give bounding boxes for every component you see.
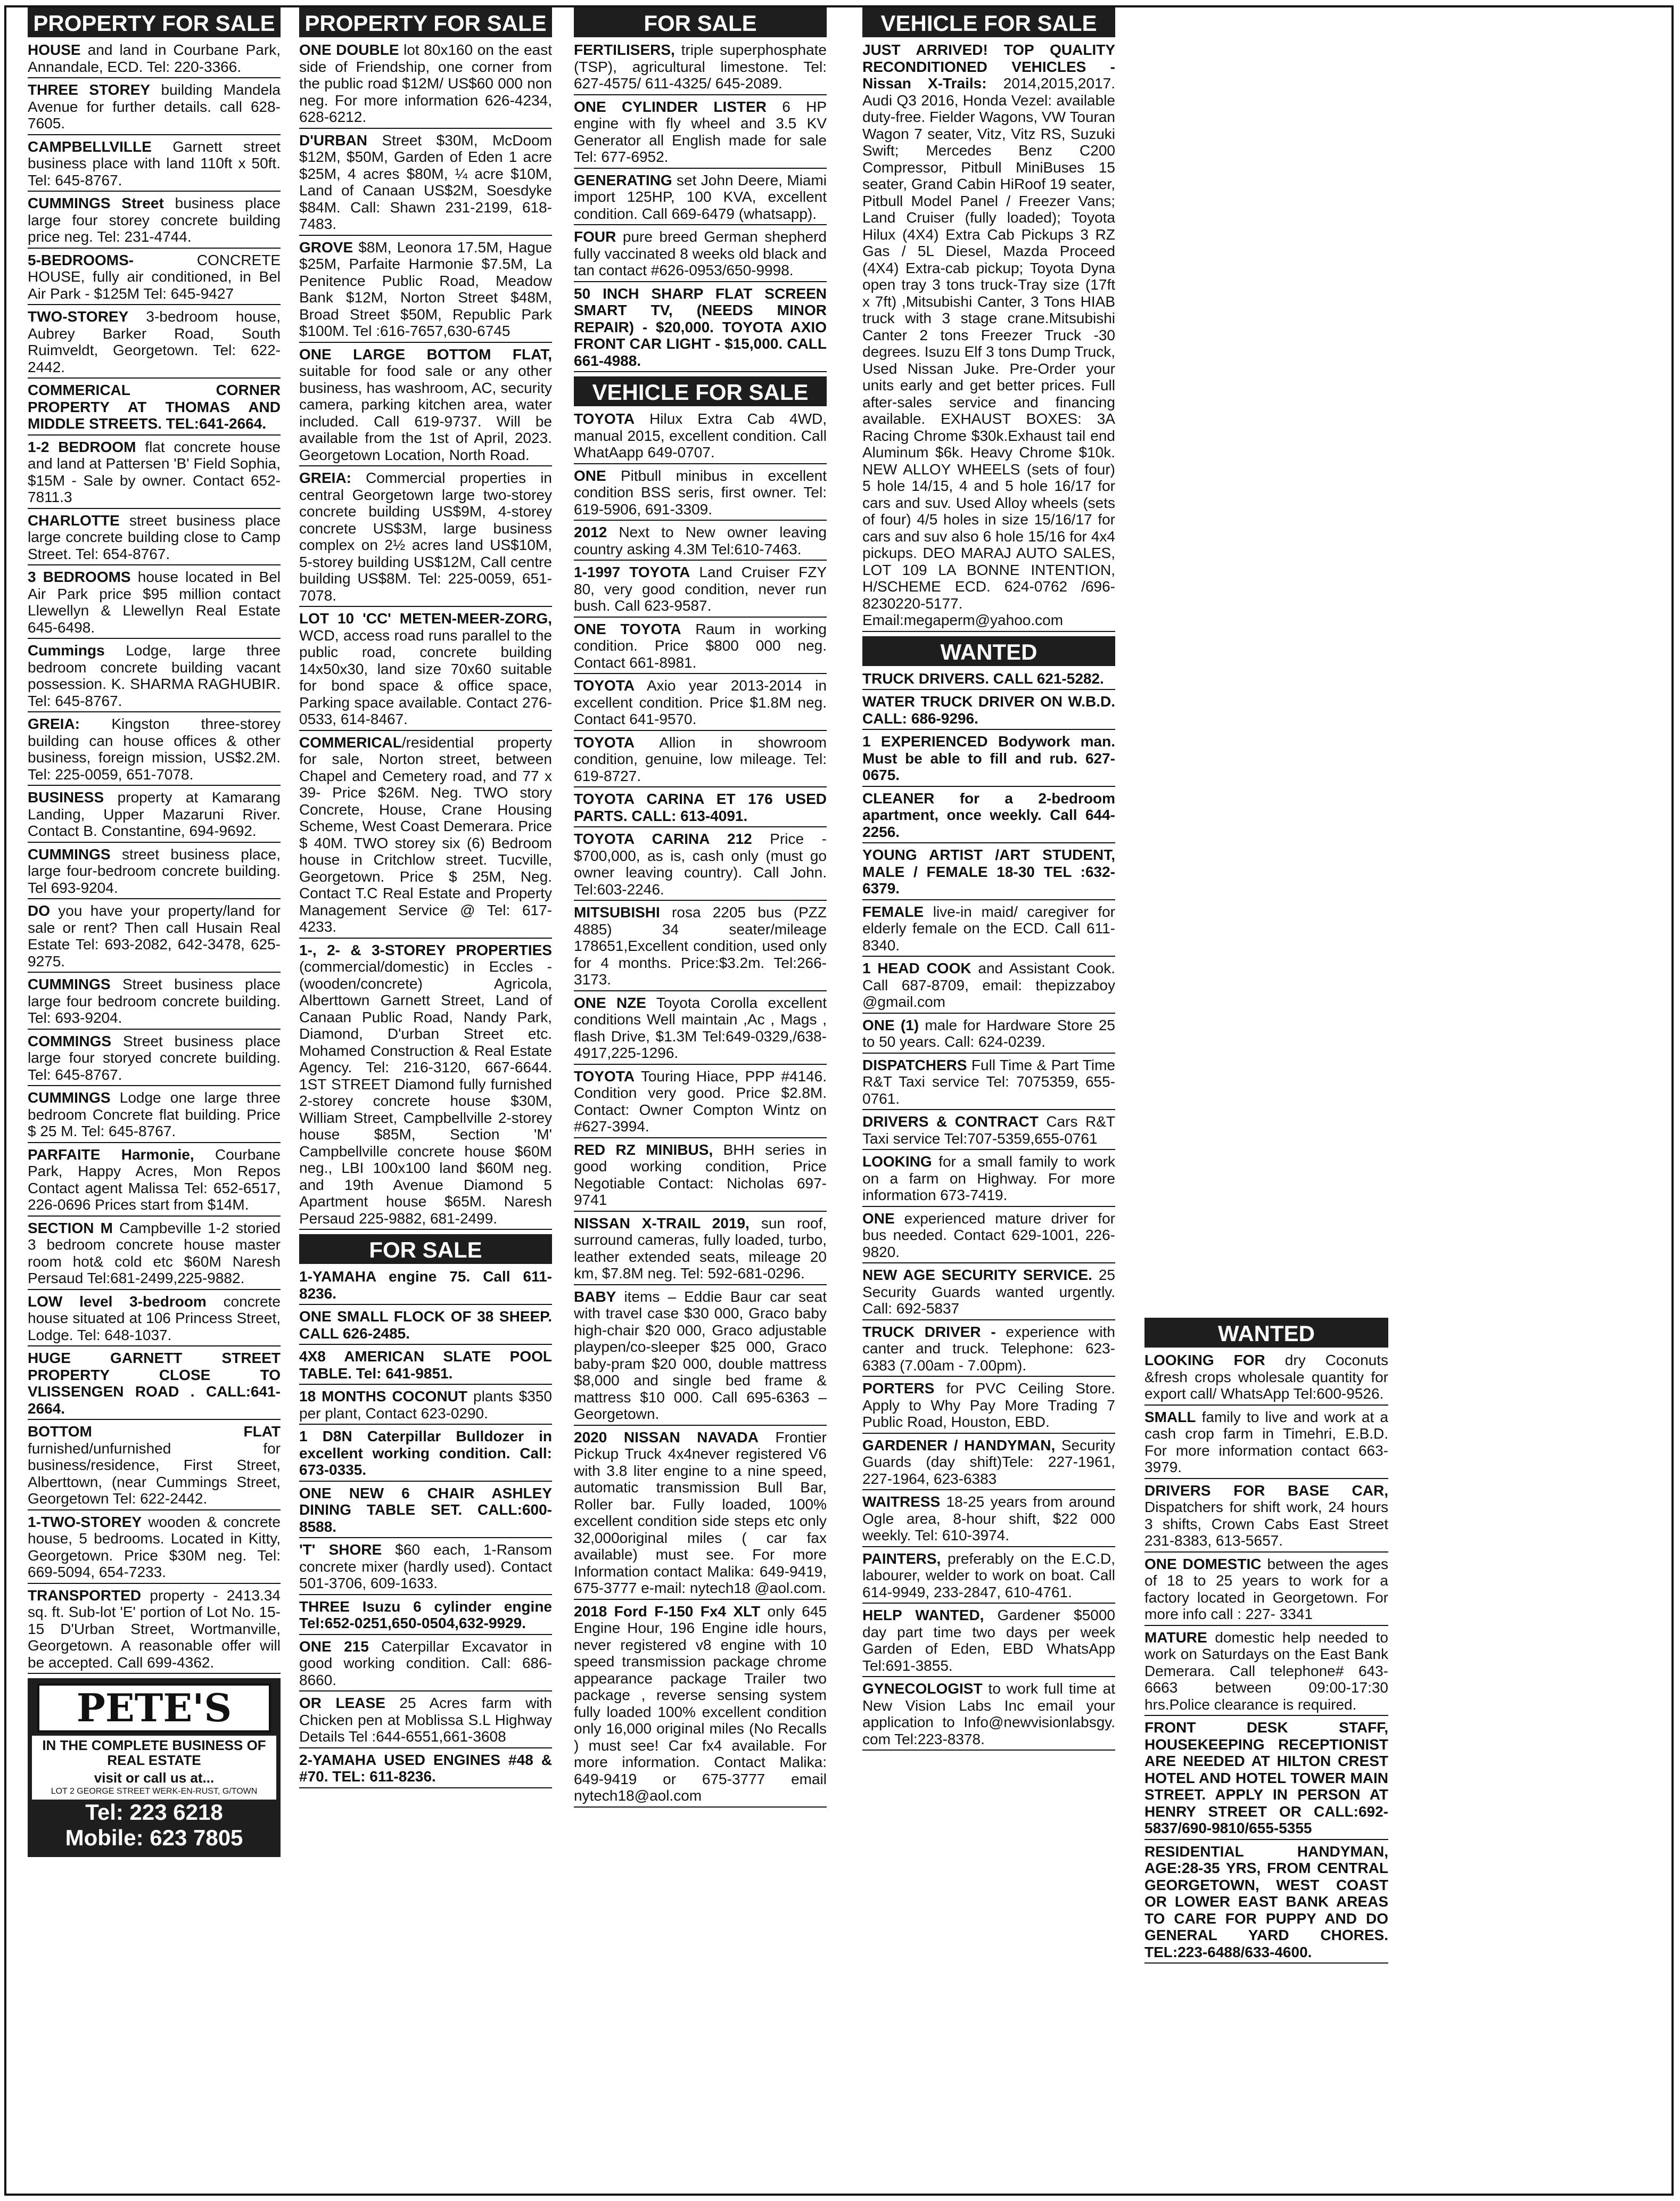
ad-text: wooden & concrete house, 5 bedrooms. Located in Kitty, Georgetown. Price $30M neg. Tel: 669-5094, 654-7233. — [28, 1513, 281, 1580]
classified-ad — [862, 1492, 1115, 1547]
section-heading: WANTED — [1144, 1318, 1388, 1348]
ad-lead: MITSUBISHI — [574, 904, 660, 921]
ad-text: $8M, Leonora 17.5M, Hague $25M, Parfaite Harmonie $7.5M, La Penitence Public Road, Meadow Bank $12M, Norton Street $48M, Broad Street $50M, Republic Park $100M. Tel :616-7657,630-6745 — [299, 239, 552, 339]
ad-lead: 5-BEDROOMS- — [28, 251, 134, 268]
classified-ad — [862, 1379, 1115, 1434]
section-heading: WANTED — [862, 636, 1115, 666]
ad-lead: NISSAN X-TRAIL 2019, — [574, 1214, 750, 1231]
classified-ad — [574, 563, 827, 618]
ad-text: experience with canter and truck. Telephone: 623-6383 (7.00am - 7.00pm). — [862, 1323, 1115, 1374]
classified-ad — [299, 469, 552, 607]
classified-ad — [862, 732, 1115, 787]
classified-ad — [862, 1152, 1115, 1207]
classified-ad — [1144, 1628, 1388, 1717]
ad-text: Raum in working condition. Price $800 000 neg. Contact 661-8981. — [574, 620, 827, 671]
ad-text: you have your property/land for sale or rent? Then call Husain Real Estate Tel: 693-2082, 642-3478, 625-9275. — [28, 902, 281, 970]
classified-ad — [1144, 1718, 1388, 1840]
classified-ad — [574, 1140, 827, 1212]
ad-lead: RESIDENTIAL HANDYMAN, AGE:28-35 YRS, FROM CENTRAL GEORGETOWN, WEST COAST OR LOWER EAST BANK AREAS TO CARE FOR PUPPY AND DO GENERAL YARD CHORES. TEL:223-6488/633-4600. — [1144, 1843, 1388, 1960]
ad-lead: 1-YAMAHA engine 75. Call 611-8236. — [299, 1268, 552, 1302]
ad-text: Garnett street business place with land 110ft x 50ft. Tel: 645-8767. — [28, 138, 281, 188]
ad-text: 25 Security Guards wanted urgently. Call: 692-5837 — [862, 1267, 1115, 1317]
classified-ad — [574, 40, 827, 95]
classified-ad — [28, 40, 281, 78]
classified-ad — [28, 438, 281, 509]
classified-ad — [28, 1422, 281, 1510]
ad-text: Cars R&T Taxi service Tel:707-5359,655-0761 — [862, 1113, 1115, 1147]
classified-ad — [862, 1323, 1115, 1377]
ad-lead: GYNECOLOGIST — [862, 1680, 983, 1697]
ad-text: experienced mature driver for bus needed. Contact 629-1001, 226-9820. — [862, 1210, 1115, 1260]
ad-lead: BUSINESS — [28, 789, 104, 806]
classified-ad — [862, 1056, 1115, 1111]
classified-ad — [299, 1347, 552, 1385]
ad-lead: CUMMINGS — [28, 1089, 111, 1106]
classified-ad — [574, 1067, 827, 1138]
ad-lead: TOYOTA — [574, 734, 635, 751]
classified-ad — [862, 1606, 1115, 1677]
classified-ad — [574, 523, 827, 561]
ad-lead: ONE SMALL FLOCK OF 38 SHEEP. CALL 626-2485. — [299, 1308, 552, 1342]
classified-ad — [862, 1266, 1115, 1320]
classified-ad — [28, 975, 281, 1030]
ad-lead: TWO-STOREY — [28, 308, 129, 325]
ad-text: business place large four storey concrete building price neg. Tel: 231-4744. — [28, 195, 281, 245]
ad-lead: 1-2 BEDROOM — [28, 438, 136, 455]
classified-ad — [28, 137, 281, 192]
classified-ad — [299, 609, 552, 731]
ad-lead: CUMMINGS — [28, 845, 111, 863]
classified-ad — [28, 307, 281, 379]
ad-lead: YOUNG ARTIST /ART STUDENT, MALE / FEMALE 18-30 TEL :632-6379. — [862, 847, 1115, 897]
ad-lead: ONE NEW 6 CHAIR ASHLEY DINING TABLE SET. CALL:600-8588. — [299, 1484, 552, 1535]
logo-tagline: IN THE COMPLETE BUSINESS OF REAL ESTATE — [32, 1736, 276, 1770]
ad-lead: FEMALE — [862, 903, 924, 920]
ad-text: Street $30M, McDoom $12M, $50M, Garden of Eden 1 acre $25M, 4 acres $80M, ¼ acre $10M, Land of Canaan US$2M, Soesdyke $84M. Call: Shawn 231-2199, 618-7483. — [299, 132, 552, 232]
classified-ad — [574, 903, 827, 991]
classified-ad — [574, 409, 827, 464]
classified-ad — [28, 1145, 281, 1217]
classified-ad — [28, 511, 281, 566]
classified-ad — [299, 1694, 552, 1748]
ad-lead: OR LEASE — [299, 1695, 385, 1711]
ad-text: triple superphosphate (TSP), agricultural limestone. Tel: 627-4575/ 611-4325/ 645-2089. — [574, 42, 827, 92]
ad-lead: ONE — [862, 1210, 895, 1227]
classified-ad — [574, 620, 827, 675]
ad-text: Caterpillar Excavator in good working condition. Call: 686-8660. — [299, 1638, 552, 1688]
ad-text: Axio year 2013-2014 in excellent condition. Price $1.8M neg. Contact 641-9570. — [574, 677, 827, 727]
classified-ad — [1144, 1351, 1388, 1406]
ad-lead: WAITRESS — [862, 1493, 941, 1510]
ad-lead: JUST ARRIVED! TOP QUALITY RECONDITIONED VEHICLES - Nissan X-Trails: — [862, 42, 1115, 92]
ad-text: items – Eddie Baur car seat with travel case $30 000, Graco baby high-chair $20 000, Graco adjustable playpen/co-sleeper $25 000, Graco baby-pram $20 000, double mattress $8,000 and single bed frame & mattress $10 000. Call 695-6363 – Georgetown. — [574, 1288, 827, 1422]
classified-ad — [299, 1637, 552, 1692]
classified-ad — [862, 1112, 1115, 1150]
ad-text: Lodge one large three bedroom Concrete flat building. Price $ 25 M. Tel: 645-8767. — [28, 1089, 281, 1139]
ad-lead: MATURE — [1144, 1629, 1207, 1646]
ad-lead: 2-YAMAHA USED ENGINES #48 & #70. TEL: 611-8236. — [299, 1751, 552, 1785]
ad-lead: 4X8 AMERICAN SLATE POOL TABLE. Tel: 641-9851. — [299, 1348, 552, 1382]
ad-lead: 1-TWO-STOREY — [28, 1513, 142, 1530]
ad-text: 2014,2015,2017. Audi Q3 2016, Honda Vezel: available duty-free. Fielder Wagons, VW Touran Wagon 7 seater, Vitz, Vitz RS, Suzuki Swift; Mercedes Benz C200 Compressor, Pitbull MiniBuses 15 seater, Grand Cabin HiRoof 19 seater, Pitbull Model Panel / Freezer Vans; Land Cruiser (fully loaded); Toyota Hilux (4X4) Extra Cab Pickups 3 RZ Gas / 5L Diesel, Mazda Proceed (4X4) Extra-cab pickup; Toyota Dyna open tray 3 tons truck-Tray size (17ft x 7ft) ,Mitsubishi Canter, 3 Tons HIAB truck with 3 stage crane.Mitsubishi Canter 2 tons Freezer Truck -30 degrees. Isuzu Elf 3 tons Dump Truck, Used Nissan Juke. Pre-Order your units early and get better prices. Full after-sales service and financing available. EXHAUST BOXES: 3A Racing Chrome $30k.Exhaust tail end Aluminum $6k. Heavy Chrome $10k. NEW ALLOY WHEELS (sets of four) 5 hole 14/15, 4 and 5 hole 16/17 for cars and suv. Used Alloy wheels (sets of four) 4/5 holes in size 15/16/17 for cars and suv also 6 hole 15/16 for 4x4 pickups. DEO MARAJ AUTO SALES, LOT 109 LA BONNE INTENTION, H/SCHEME ECD. 624-0762 /696-8230220-5177. Email:megaperm@yahoo.com — [862, 75, 1115, 628]
ad-text: Security Guards (day shift)Tele: 227-1961, 227-1964, 623-6383 — [862, 1436, 1115, 1487]
ad-text: Lodge, large three bedroom concrete building vacant possession. K. SHARMA RAGHUBIR. Tel: 645-8767. — [28, 642, 281, 709]
ad-lead: CUMMINGS — [28, 976, 111, 992]
classified-ad — [862, 669, 1115, 691]
classified-ad — [28, 845, 281, 900]
ad-lead: GREIA: — [28, 716, 80, 732]
classified-ad — [28, 1219, 281, 1290]
classified-ad — [574, 466, 827, 521]
ad-lead: TOYOTA CARINA 212 — [574, 831, 752, 847]
ad-text: between the ages of 18 to 25 years to work for a factory located in Georgetown. For more info call : 227- 3341 — [1144, 1555, 1388, 1622]
ad-text: and land in Courbane Park, Annandale, ECD. Tel: 220-3366. — [28, 42, 281, 75]
classified-ad — [574, 1287, 827, 1426]
ad-lead: Cummings — [28, 642, 105, 659]
ad-text: property - 2413.34 sq. ft. Sub-lot 'E' portion of Lot No. 15-15 D'Urban Street, Wortmanville, Georgetown. A reasonable offer will be accepted. Call 699-4362. — [28, 1587, 281, 1671]
classified-ad — [574, 790, 827, 827]
ad-text: Price - $700,000, as is, cash only (must go owner leaving country). Call John. Tel:603-2246. — [574, 831, 827, 898]
classified-ad — [299, 1484, 552, 1539]
ad-text: 25 Acres farm with Chicken pen at Moblissa S.L Highway Details Tel :644-6551,661-3608 — [299, 1695, 552, 1745]
ad-lead: TOYOTA — [574, 1067, 635, 1085]
ad-lead: LOT 10 'CC' METEN-MEER-ZORG, — [299, 610, 552, 627]
classified-ad — [574, 1214, 827, 1285]
ad-lead: ONE DOUBLE — [299, 42, 399, 58]
ad-text: for PVC Ceiling Store. Apply to Why Pay More Trading 7 Public Road, Houston, EBD. — [862, 1380, 1115, 1430]
ad-lead: TRUCK DRIVERS. CALL 621-5282. — [862, 670, 1104, 687]
ad-text: and Assistant Cook. Call 687-8709, email: thepizzaboy @gmail.com — [862, 960, 1115, 1010]
ad-lead: DISPATCHERS — [862, 1056, 967, 1073]
ad-text: BHH series in good working condition, Price Negotiable Contact: Nicholas 697-9741 — [574, 1141, 827, 1208]
ad-lead: COMMINGS — [28, 1032, 112, 1049]
classified-ad — [28, 381, 281, 436]
ad-lead: DO — [28, 902, 50, 919]
classified-ad — [299, 1540, 552, 1595]
ad-text: Full Time & Part Time R&T Taxi service Tel: 7075359, 655-0761. — [862, 1056, 1115, 1107]
ad-lead: TRUCK DRIVER - — [862, 1323, 996, 1340]
classified-ad — [299, 1427, 552, 1482]
ad-lead: GARDENER / HANDYMAN, — [862, 1436, 1056, 1453]
ad-lead: 1 HEAD COOK — [862, 960, 971, 976]
ad-text: domestic help needed to work on Saturdays on the East Bank Demerara. Call telephone# 643-6663 between 09:00-17:30 hrs.Police clearance is required. — [1144, 1629, 1388, 1713]
classified-ad — [574, 227, 827, 282]
ad-lead: SMALL — [1144, 1408, 1196, 1425]
ad-lead: THREE Isuzu 6 cylinder engine Tel:652-0251,650-0504,632-9929. — [299, 1598, 552, 1631]
ad-lead: 1-, 2- & 3-STOREY PROPERTIES — [299, 941, 552, 958]
ad-lead: ONE CYLINDER LISTER — [574, 98, 767, 115]
classified-ad — [862, 1436, 1115, 1491]
ad-text: Hilux Extra Cab 4WD, manual 2015, excellent condition. Call WhatAapp 649-0707. — [574, 410, 827, 461]
ad-text: 18-25 years from around Ogle area, 8-hour shift, $22 000 weekly. Tel: 610-3974. — [862, 1493, 1115, 1543]
ad-lead: THREE STOREY — [28, 81, 151, 98]
ad-text: Next to New owner leaving country asking 4.3M Tel:610-7463. — [574, 524, 827, 557]
ad-text: for a small family to work on a farm on Highway. For more information 673-7419. — [862, 1153, 1115, 1203]
section-heading: PROPERTY FOR SALE — [299, 7, 552, 37]
ad-lead: NEW AGE SECURITY SERVICE. — [862, 1267, 1092, 1283]
classified-ad — [574, 1428, 827, 1600]
classified-ad — [1144, 1408, 1388, 1479]
ad-lead: 'T' SHORE — [299, 1541, 382, 1558]
classified-ad — [862, 1016, 1115, 1054]
ad-lead: FRONT DESK STAFF, HOUSEKEEPING RECEPTIONIST ARE NEEDED AT HILTON CREST HOTEL AND HOTEL TOWER MAIN STREET. APPLY IN PERSON AT HENRY STREET OR CALL:692-5837/690-9810/655-5355 — [1144, 1719, 1388, 1836]
section-heading: VEHICLE FOR SALE — [574, 376, 827, 406]
classified-ad — [299, 345, 552, 467]
ad-text: building Mandela Avenue for further details. call 628-7605. — [28, 81, 281, 132]
ad-lead: TOYOTA — [574, 677, 635, 694]
ad-lead: 1 EXPERIENCED Bodywork man. Must be able to fill and rub. 627-0675. — [862, 733, 1115, 783]
ad-lead: HUGE GARNETT STREET PROPERTY CLOSE TO VLISSENGEN ROAD . CALL:641-2664. — [28, 1350, 281, 1417]
ad-lead: ONE (1) — [862, 1016, 919, 1033]
ad-text: rosa 2205 bus (PZZ 4885) 34 seater/mileage 178651,Excellent condition, used only for 4 months. Price:$3.2m. Tel:266-3173. — [574, 904, 827, 988]
section-heading: FOR SALE — [574, 7, 827, 37]
ad-text: live-in maid/ caregiver for elderly female on the ECD. Call 611-8340. — [862, 903, 1115, 954]
ad-text: Street business place large four storyed concrete building. Tel: 645-8767. — [28, 1032, 281, 1083]
ad-lead: ONE NZE — [574, 994, 646, 1011]
ad-text: Campbeville 1-2 storied 3 bedroom concrete house master room hot& cold etc $60M Naresh Persaud Tel:681-2499,225-9882. — [28, 1219, 281, 1286]
ad-lead: 1-1997 TOYOTA — [574, 564, 690, 580]
logo-mobile: Mobile: 623 7805 — [65, 1825, 243, 1850]
classified-ad — [862, 845, 1115, 900]
logo-visit: visit or call us at... — [32, 1770, 276, 1786]
logo-tel: Tel: 223 6218 — [85, 1800, 223, 1825]
ad-lead: DRIVERS FOR BASE CAR, — [1144, 1482, 1388, 1499]
ad-text: (commercial/domestic) in Eccles - (wooden/concrete) Agricola, Alberttown Garnett Street, Land of Canaan Public Road, Nandy Park, Diamond, D'urban Street etc. Mohamed Construction & Real Estate Agency. Tel: 216-3120, 667-6644. 1ST STREET Diamond fully furnished 2-storey concrete house $30M, William Street, Campbellville 2-storey house $85M, Section 'M' Campbellville concrete house $60M neg., LBI 100x100 land $60M neg. and 19th Avenue Diamond 5 Apartment house $65M. Naresh Persaud 225-9882, 681-2499. — [299, 958, 552, 1227]
ad-lead: CLEANER for a 2-bedroom apartment, once weekly. Call 644-2256. — [862, 790, 1115, 840]
ad-lead: LOW level 3-bedroom — [28, 1293, 207, 1310]
ad-lead: ONE 215 — [299, 1638, 369, 1655]
classified-ad — [28, 1088, 281, 1143]
classified-ad — [299, 1387, 552, 1425]
ad-text: suitable for food sale or any other business, has washroom, AC, security camera, parking kitchen area, water included. Call 619-9737. Will be available from the 1st of April, 2023. Georgetown Location, North Road. — [299, 363, 552, 463]
ad-text: 6 HP engine with fly wheel and 3.5 KV Generator all English made for sale Tel: 677-6952. — [574, 98, 827, 165]
classified-ad — [28, 568, 281, 639]
ad-lead: FERTILISERS, — [574, 42, 675, 58]
ad-text: $60 each, 1-Ransom concrete mixer (hardly used). Contact 501-3706, 609-1633. — [299, 1541, 552, 1591]
ad-text: plants $350 per plant, Contact 623-0290. — [299, 1388, 552, 1422]
section-heading: VEHICLE FOR SALE — [862, 7, 1115, 37]
ad-text: CONCRETE HOUSE, fully air conditioned, in Bel Air Park - $125M Tel: 645-9427 — [28, 251, 281, 302]
column-5 — [1144, 1318, 1388, 2191]
classified-ad — [862, 959, 1115, 1014]
ad-lead: D'URBAN — [299, 132, 367, 149]
ad-text: Pitbull minibus in excellent condition BSS seris, first owner. Tel: 619-5906, 691-3309. — [574, 467, 827, 518]
ad-text: pure breed German shepherd fully vaccinated 8 weeks old black and tan contact #626-0953/650-9998. — [574, 228, 827, 278]
ad-lead: COMMERICAL CORNER PROPERTY AT THOMAS AND MIDDLE STREETS. TEL:641-2664. — [28, 382, 281, 432]
ad-lead: WATER TRUCK DRIVER ON W.B.D. CALL: 686-9296. — [862, 693, 1115, 727]
classified-ad — [862, 692, 1115, 730]
ad-text: 3-bedroom house, Aubrey Barker Road, South Ruimveldt, Georgetown. Tel: 622-2442. — [28, 308, 281, 375]
column-4 — [862, 7, 1115, 2196]
classified-ad — [574, 733, 827, 788]
classified-ad — [299, 1307, 552, 1345]
ad-text: Courbane Park, Happy Acres, Mon Repos Contact agent Malissa Tel: 652-6517, 226-0696 Prices start from $14M. — [28, 1146, 281, 1213]
ad-lead: LOOKING FOR — [1144, 1352, 1265, 1368]
ad-lead: PORTERS — [862, 1380, 935, 1397]
classified-ad — [574, 171, 827, 226]
classified-ad — [574, 676, 827, 731]
ad-text: set John Deere, Miami import 125HP, 100 KVA, excellent condition. Call 669-6479 (whatsapp). — [574, 171, 827, 222]
ad-lead: BABY — [574, 1288, 616, 1305]
ad-lead: LOOKING — [862, 1153, 932, 1170]
ad-text: Commercial properties in central Georgetown large two-storey concrete building US$9M, 4-storey concrete US$3M, large business complex on 2½ acres land US$10M, 5-storey building US$12M, Call centre building US$8M. Tel: 225-0059, 651-7078. — [299, 470, 552, 604]
ad-text: to work full time at New Vision Labs Inc email your application to Info@newvisionlabsgy. com Tel:223-8378. — [862, 1680, 1115, 1747]
ad-text: dry Coconuts &fresh crops wholesale quantity for export call/ WhatsApp Tel:600-9526. — [1144, 1352, 1388, 1402]
ad-text: lot 80x160 on the east side of Friendship, one corner from the public road $12M/ US$60 000 non neg. For more information 626-4234, 628-6212. — [299, 42, 552, 125]
classified-ad — [574, 97, 827, 169]
classified-ad — [28, 1032, 281, 1087]
ad-text: street business place, large four-bedroom concrete building. Tel 693-9204. — [28, 845, 281, 896]
classified-ad — [28, 641, 281, 712]
ad-text: only 645 Engine Hour, 196 Engine idle hours, never registered v8 engine with 10 speed transmission package chrome appearance package Trailer two package , reverse sensing system fully loaded 100% excellent condition only 16,000 original miles (No Recalls ) must see! Car fx4 available. For more information. Contact Malika: 649-9419 or 675-3777 email nytech18@aol.com — [574, 1603, 827, 1804]
ad-lead: GROVE — [299, 239, 353, 256]
column-3 — [574, 7, 827, 2196]
classified-ad — [28, 901, 281, 973]
ad-lead: COMMERICAL — [299, 734, 402, 751]
classified-ad — [299, 131, 552, 236]
classified-ad — [28, 80, 281, 135]
classified-ad — [299, 1267, 552, 1305]
ad-lead: TRANSPORTED — [28, 1587, 142, 1604]
ad-text: street business place large concrete building close to Camp Street. Tel: 654-8767. — [28, 512, 281, 562]
classified-ad — [28, 251, 281, 306]
ad-text: WCD, access road runs parallel to the public road, concrete building 14x50x30, land size 70x60 suitable for bond space & office space, Parking space available. Contact 276-0533, 614-8467. — [299, 627, 552, 727]
column-1 — [28, 7, 281, 2196]
classified-ad — [574, 993, 827, 1065]
ad-text: preferably on the E.C.D, labourer, welder to work on boat. Call 614-9949, 233-2847, 610-4761. — [862, 1550, 1115, 1600]
ad-lead: CAMPBELLVILLE — [28, 138, 152, 155]
ad-lead: ONE LARGE BOTTOM FLAT, — [299, 346, 552, 363]
classified-ad — [299, 1597, 552, 1635]
ad-lead: HOUSE — [28, 42, 81, 58]
ad-text: family to live and work at a cash crop farm in Timehri, E.B.D. For more information contact 663-3979. — [1144, 1408, 1388, 1475]
ad-text: flat concrete house and land at Pattersen 'B' Field Sophia, $15M - Sale by owner. Contact 652-7811.3 — [28, 438, 281, 505]
logo-address: LOT 2 GEORGE STREET WERK-EN-RUST, G/TOWN — [32, 1786, 276, 1800]
classified-ad — [574, 830, 827, 901]
ad-text: property at Kamarang Landing, Upper Mazaruni River. Contact B. Constantine, 694-9692. — [28, 789, 281, 839]
ad-lead: PARFAITE Harmonie, — [28, 1146, 194, 1163]
ad-text: Gardener $5000 day part time two days per week Garden of Eden, EBD WhatsApp Tel:691-3855. — [862, 1607, 1115, 1674]
classified-ad — [299, 1751, 552, 1788]
classified-ad — [1144, 1481, 1388, 1553]
classified-ad — [28, 788, 281, 843]
ad-text: sun roof, surround cameras, fully loaded, turbo, leather extended seats, mileage 20 km, $7.8M neg. Tel: 592-681-0296. — [574, 1214, 827, 1282]
ad-text: Allion in showroom condition, genuine, low mileage. Tel: 619-8727. — [574, 734, 827, 784]
classified-ad — [862, 1549, 1115, 1604]
ad-text: concrete house situated at 106 Princess Street, Lodge. Tel: 648-1037. — [28, 1293, 281, 1343]
classified-ad — [28, 714, 281, 786]
ad-lead: TOYOTA CARINA ET 176 USED PARTS. CALL: 613-4091. — [574, 791, 827, 824]
ad-lead: 2018 Ford F-150 Fx4 XLT — [574, 1603, 761, 1620]
ad-text: male for Hardware Store 25 to 50 years. Call: 624-0239. — [862, 1016, 1115, 1050]
classified-ad — [299, 40, 552, 129]
classified-ad — [1144, 1842, 1388, 1964]
classified-ad — [28, 1513, 281, 1584]
ad-lead: 3 BEDROOMS — [28, 569, 131, 585]
column-2 — [299, 7, 552, 2196]
ad-lead: DRIVERS & CONTRACT — [862, 1113, 1039, 1130]
ad-lead: GENERATING — [574, 171, 672, 188]
ad-lead: ONE — [574, 467, 606, 484]
classified-ad — [862, 902, 1115, 957]
classified-ad — [862, 789, 1115, 844]
ad-lead: 2012 — [574, 524, 607, 540]
classified-ad — [28, 1292, 281, 1347]
ad-lead: RED RZ MINIBUS, — [574, 1141, 713, 1158]
ad-text: house located in Bel Air Park price $95 million contact Llewellyn & Llewellyn Real Estate 645-6498. — [28, 569, 281, 636]
ad-text: furnished/unfurnished for business/residence, First Street, Alberttown, (near Cummings Street, Georgetown Tel: 622-2442. — [28, 1440, 281, 1507]
ad-lead: CUMMINGS Street — [28, 195, 164, 211]
ad-lead: 50 INCH SHARP FLAT SCREEN SMART TV, (NEEDS MINOR REPAIR) - $20,000. TOYOTA AXIO FRONT CAR LIGHT - $15,000. CALL 661-4988. — [574, 285, 827, 369]
petes-logo: PETE'S — [37, 1683, 271, 1732]
ad-lead: 1 D8N Caterpillar Bulldozer in excellent working condition. Call: 673-0335. — [299, 1428, 552, 1478]
classified-ad — [862, 40, 1115, 632]
ad-lead: BOTTOM FLAT — [28, 1423, 281, 1440]
ad-text: Dispatchers for shift work, 24 hours 3 shifts, Crown Cabs East Street 231-8383, 613-5657. — [1144, 1499, 1388, 1549]
classified-ad — [574, 284, 827, 373]
classified-ad — [574, 1602, 827, 1808]
ad-lead: TOYOTA — [574, 410, 635, 427]
ad-text: Toyota Corolla excellent conditions Well maintain ,Ac , Mags , flash Drive, $1.3M Tel:649-0329,/638-4917,225-1296. — [574, 994, 827, 1061]
ad-text: /residential property for sale, Norton street, between Chapel and Cemetery road, and 77 x 39- Price $26M. Neg. TWO story Concrete, House, Crane Housing Scheme, West Coast Demerara. Price $ 40M. TWO storey six (6) Bedroom house in Critchlow street. Tucville, Georgetown. Price $ 25M, Neg. Contact T.C Real Estate and Property Management Service @ Tel: 617-4233. — [299, 734, 552, 935]
ad-lead: HELP WANTED, — [862, 1607, 984, 1623]
ad-lead: SECTION M — [28, 1219, 113, 1236]
ad-lead: 18 MONTHS COCONUT — [299, 1388, 467, 1405]
classified-ad — [1144, 1555, 1388, 1626]
ad-lead: CHARLOTTE — [28, 512, 120, 529]
petes-real-estate-ad — [28, 1678, 281, 1857]
ad-text: Land Cruiser FZY 80, very good condition, never run bush. Call 623-9587. — [574, 564, 827, 614]
ad-lead: GREIA: — [299, 470, 351, 486]
classified-ad — [28, 194, 281, 249]
classified-ad — [299, 733, 552, 939]
classified-ad — [28, 1586, 281, 1674]
ad-text: Street business place large four bedroom concrete building. Tel: 693-9204. — [28, 976, 281, 1026]
classified-ad — [862, 1679, 1115, 1751]
classified-ad — [28, 1349, 281, 1420]
section-heading: FOR SALE — [299, 1234, 552, 1264]
section-heading: PROPERTY FOR SALE — [28, 7, 281, 37]
ad-lead: PAINTERS, — [862, 1550, 941, 1567]
classified-ad — [862, 1209, 1115, 1264]
ad-lead: 2020 NISSAN NAVADA — [574, 1428, 759, 1446]
ad-lead: ONE TOYOTA — [574, 620, 681, 637]
ad-text: Frontier Pickup Truck 4x4never registered V6 with 3.8 liter engine to a nine speed, automatic transmission Bull Bar, Roller bar. Fully loaded, 100% excellent condition side steps etc only 32,000original miles ( car fax available) must see. For more Information contact Malika: 649-9419, 675-3777 e-mail: nytech18 @aol.com. — [574, 1428, 827, 1596]
ad-text: Kingston three-storey building can house offices & other business, foreign mission, US$2.2M. Tel: 225-0059, 651-7078. — [28, 716, 281, 783]
ad-text: Touring Hiace, PPP #4146. Condition very good. Price $2.8M. Contact: Owner Compton Wintz on #627-3994. — [574, 1067, 827, 1135]
classified-ad — [299, 238, 552, 343]
ad-lead: FOUR — [574, 228, 616, 245]
ad-lead: ONE DOMESTIC — [1144, 1555, 1262, 1572]
classified-ad — [299, 941, 552, 1230]
